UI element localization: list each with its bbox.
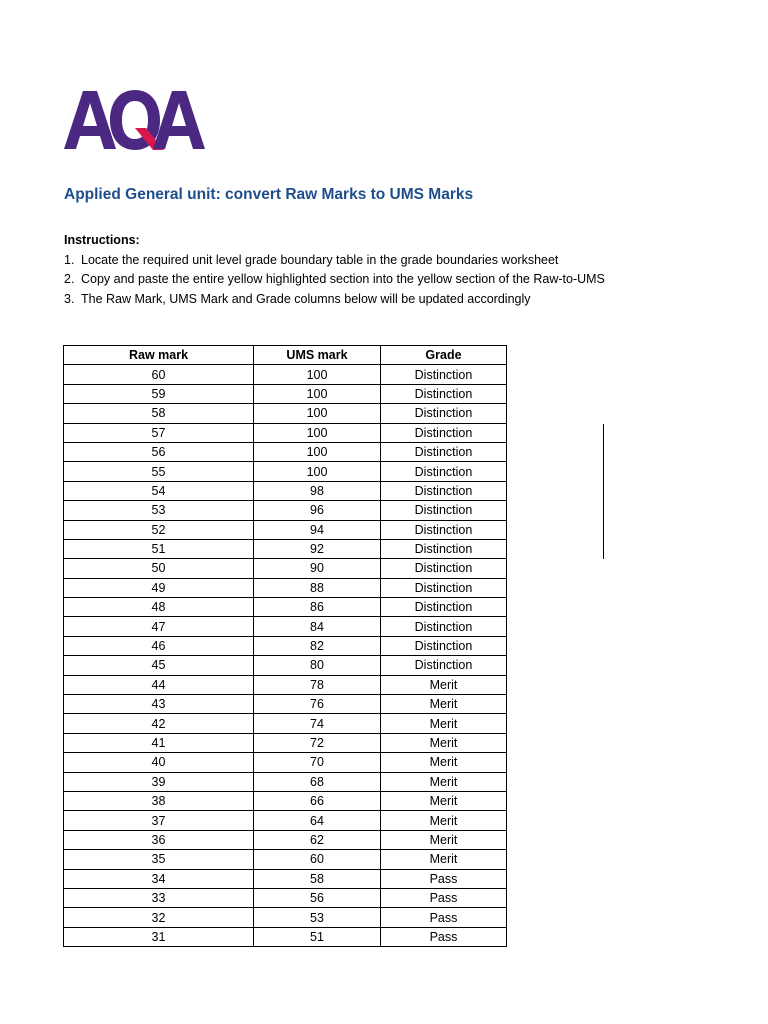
table-row — [64, 404, 507, 423]
header-grade: Grade — [381, 346, 507, 365]
table-row — [64, 656, 507, 675]
grade-cell: Pass — [381, 869, 507, 888]
instruction-item — [64, 270, 605, 290]
ums-mark-cell: 51 — [254, 927, 381, 946]
aqa-logo-icon — [63, 88, 207, 152]
table-row — [64, 442, 507, 461]
instruction-item — [64, 251, 605, 271]
grade-cell: Merit — [381, 811, 507, 830]
ums-mark-cell: 78 — [254, 675, 381, 694]
grade-cell: Distinction — [381, 384, 507, 403]
grade-cell: Distinction — [381, 636, 507, 655]
raw-mark-cell: 34 — [64, 869, 254, 888]
grade-cell: Merit — [381, 830, 507, 849]
raw-mark-cell: 53 — [64, 501, 254, 520]
table-row — [64, 481, 507, 500]
raw-mark-cell: 51 — [64, 539, 254, 558]
table-row — [64, 811, 507, 830]
grade-cell: Distinction — [381, 539, 507, 558]
raw-mark-cell: 38 — [64, 791, 254, 810]
grade-cell: Merit — [381, 772, 507, 791]
ums-mark-cell: 94 — [254, 520, 381, 539]
table-row — [64, 927, 507, 946]
table-row — [64, 830, 507, 849]
ums-mark-cell: 70 — [254, 753, 381, 772]
instruction-text: The Raw Mark, UMS Mark and Grade columns below will be updated accordingly — [81, 291, 531, 306]
ums-mark-cell: 96 — [254, 501, 381, 520]
grade-cell: Pass — [381, 927, 507, 946]
table-row — [64, 772, 507, 791]
ums-mark-cell: 84 — [254, 617, 381, 636]
table-row — [64, 539, 507, 558]
raw-mark-cell: 40 — [64, 753, 254, 772]
ums-mark-cell: 100 — [254, 404, 381, 423]
ums-mark-cell: 62 — [254, 830, 381, 849]
grade-cell: Merit — [381, 850, 507, 869]
table-row — [64, 598, 507, 617]
ums-mark-cell: 90 — [254, 559, 381, 578]
grade-cell: Distinction — [381, 617, 507, 636]
instruction-item — [64, 290, 605, 310]
raw-mark-cell: 56 — [64, 442, 254, 461]
table-row — [64, 733, 507, 752]
grade-cell: Distinction — [381, 404, 507, 423]
grade-cell: Merit — [381, 675, 507, 694]
page-title: Applied General unit: convert Raw Marks to UMS Marks — [64, 186, 474, 203]
table-row — [64, 714, 507, 733]
header-raw-mark: Raw mark — [64, 346, 254, 365]
ums-mark-cell: 74 — [254, 714, 381, 733]
instruction-number: 3. — [64, 291, 75, 306]
raw-mark-cell: 41 — [64, 733, 254, 752]
grade-cell: Distinction — [381, 442, 507, 461]
raw-mark-cell: 37 — [64, 811, 254, 830]
raw-mark-cell: 55 — [64, 462, 254, 481]
raw-mark-cell: 39 — [64, 772, 254, 791]
table-header-row — [64, 346, 507, 365]
raw-mark-cell: 47 — [64, 617, 254, 636]
grade-cell: Merit — [381, 753, 507, 772]
raw-mark-cell: 52 — [64, 520, 254, 539]
grade-cell: Pass — [381, 888, 507, 907]
table-row — [64, 888, 507, 907]
grade-cell: Distinction — [381, 598, 507, 617]
ums-mark-cell: 100 — [254, 365, 381, 384]
raw-mark-cell: 49 — [64, 578, 254, 597]
ums-mark-cell: 68 — [254, 772, 381, 791]
raw-mark-cell: 45 — [64, 656, 254, 675]
vertical-divider — [603, 424, 604, 559]
grade-cell: Merit — [381, 695, 507, 714]
table-row — [64, 365, 507, 384]
raw-mark-cell: 43 — [64, 695, 254, 714]
table-row — [64, 636, 507, 655]
grade-cell: Distinction — [381, 501, 507, 520]
table-row — [64, 753, 507, 772]
ums-mark-cell: 100 — [254, 423, 381, 442]
table-row — [64, 908, 507, 927]
table-row — [64, 462, 507, 481]
ums-mark-cell: 72 — [254, 733, 381, 752]
raw-mark-cell: 46 — [64, 636, 254, 655]
ums-mark-cell: 100 — [254, 442, 381, 461]
table-row — [64, 578, 507, 597]
ums-mark-cell: 92 — [254, 539, 381, 558]
table-row — [64, 384, 507, 403]
ums-mark-cell: 64 — [254, 811, 381, 830]
aqa-logo — [63, 88, 207, 152]
grade-cell: Distinction — [381, 559, 507, 578]
table-row — [64, 617, 507, 636]
grade-cell: Merit — [381, 733, 507, 752]
ums-mark-cell: 86 — [254, 598, 381, 617]
raw-mark-cell: 48 — [64, 598, 254, 617]
ums-mark-cell: 58 — [254, 869, 381, 888]
instruction-number: 1. — [64, 252, 75, 267]
instructions — [64, 231, 605, 309]
grade-cell: Distinction — [381, 365, 507, 384]
raw-mark-cell: 50 — [64, 559, 254, 578]
grade-cell: Pass — [381, 908, 507, 927]
table-row — [64, 501, 507, 520]
raw-mark-cell: 35 — [64, 850, 254, 869]
raw-mark-cell: 32 — [64, 908, 254, 927]
raw-mark-cell: 31 — [64, 927, 254, 946]
grade-cell: Distinction — [381, 462, 507, 481]
grade-cell: Distinction — [381, 520, 507, 539]
ums-mark-cell: 98 — [254, 481, 381, 500]
raw-mark-cell: 54 — [64, 481, 254, 500]
raw-to-ums-table — [63, 345, 507, 947]
grade-cell: Merit — [381, 714, 507, 733]
grade-cell: Distinction — [381, 423, 507, 442]
ums-mark-cell: 56 — [254, 888, 381, 907]
table-row — [64, 850, 507, 869]
table-row — [64, 869, 507, 888]
table-row — [64, 520, 507, 539]
raw-mark-cell: 57 — [64, 423, 254, 442]
ums-mark-cell: 100 — [254, 462, 381, 481]
table-row — [64, 559, 507, 578]
grade-cell: Distinction — [381, 481, 507, 500]
ums-mark-cell: 88 — [254, 578, 381, 597]
raw-mark-cell: 42 — [64, 714, 254, 733]
ums-mark-cell: 82 — [254, 636, 381, 655]
raw-mark-cell: 36 — [64, 830, 254, 849]
ums-mark-cell: 60 — [254, 850, 381, 869]
ums-mark-cell: 80 — [254, 656, 381, 675]
ums-mark-cell: 76 — [254, 695, 381, 714]
header-ums-mark: UMS mark — [254, 346, 381, 365]
instruction-text: Locate the required unit level grade boundary table in the grade boundaries worksheet — [81, 252, 559, 267]
raw-mark-cell: 58 — [64, 404, 254, 423]
instruction-text: Copy and paste the entire yellow highlighted section into the yellow section of the Raw-to-UMS — [81, 272, 605, 286]
ums-mark-cell: 66 — [254, 791, 381, 810]
table-body — [64, 365, 507, 947]
grade-cell: Merit — [381, 791, 507, 810]
table-row — [64, 791, 507, 810]
table-row — [64, 695, 507, 714]
raw-mark-cell: 60 — [64, 365, 254, 384]
grade-cell: Distinction — [381, 578, 507, 597]
raw-mark-cell: 59 — [64, 384, 254, 403]
table-row — [64, 675, 507, 694]
instruction-number: 2. — [64, 272, 75, 286]
raw-mark-cell: 44 — [64, 675, 254, 694]
instructions-heading: Instructions: — [64, 233, 140, 247]
ums-mark-cell: 100 — [254, 384, 381, 403]
ums-mark-cell: 53 — [254, 908, 381, 927]
table-row — [64, 423, 507, 442]
raw-mark-cell: 33 — [64, 888, 254, 907]
grade-cell: Distinction — [381, 656, 507, 675]
